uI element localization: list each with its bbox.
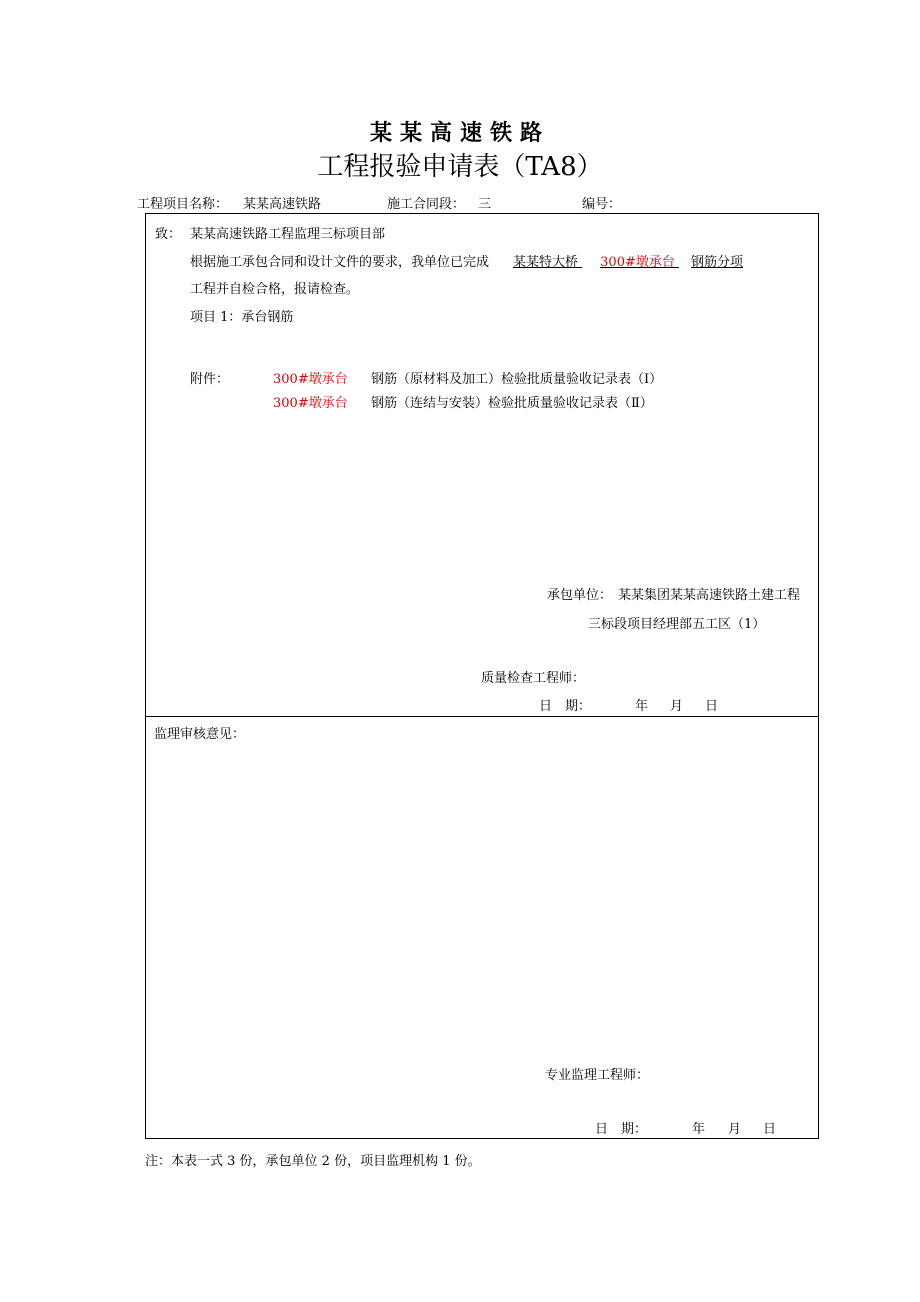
document-title-line2: 工程报验申请表（TA8） xyxy=(317,152,603,182)
application-body-line2: 工程并自检合格，报请检查。 xyxy=(190,282,360,297)
application-date-month: 月 xyxy=(670,699,684,714)
supervision-date-label: 日 期： xyxy=(595,1122,648,1137)
attachment-2-pier: 300#墩承台 xyxy=(273,396,348,411)
contract-section-label: 施工合同段： xyxy=(387,197,466,212)
project-item: 项目 1：承台钢筋 xyxy=(190,310,294,325)
qc-engineer-label: 质量检查工程师： xyxy=(481,671,586,686)
project-name-value: 某某高速铁路 xyxy=(243,197,322,212)
footer-note: 注：本表一式 3 份，承包单位 2 份，项目监理机构 1 份。 xyxy=(145,1154,481,1169)
supervision-date-day: 日 xyxy=(763,1122,777,1137)
recipient-label: 致： xyxy=(155,227,182,242)
attachment-1-text: 钢筋（原材料及加工）检验批质量验收记录表（Ⅰ） xyxy=(371,372,663,387)
pier-cap-name: 300#墩承台 xyxy=(600,255,675,270)
attachment-2-text: 钢筋（连结与安装）检验批质量验收记录表（Ⅱ） xyxy=(371,396,653,411)
application-date-label: 日 期： xyxy=(539,699,592,714)
application-body-prefix: 根据施工承包合同和设计文件的要求，我单位已完成 xyxy=(190,255,490,270)
contract-section-value: 三 xyxy=(478,197,492,212)
supervision-section xyxy=(145,715,819,1139)
work-item-name: 钢筋分项 xyxy=(691,255,744,270)
supervision-date-year: 年 xyxy=(692,1122,706,1137)
application-date-day: 日 xyxy=(705,699,719,714)
bridge-name: 某某特大桥 xyxy=(513,255,579,270)
recipient-value: 某某高速铁路工程监理三标项目部 xyxy=(190,227,386,242)
project-name-label: 工程项目名称： xyxy=(137,197,229,212)
attachment-1-pier: 300#墩承台 xyxy=(273,372,348,387)
contractor-value-line2: 三标段项目经理部五工区（1） xyxy=(588,617,766,632)
document-title-line1: 某某高速铁路 xyxy=(369,120,550,146)
contractor-value: 某某集团某某高速铁路土建工程 xyxy=(618,588,801,603)
supervising-engineer-label: 专业监理工程师： xyxy=(545,1068,650,1083)
supervision-date-month: 月 xyxy=(728,1122,742,1137)
serial-number-label: 编号： xyxy=(582,197,622,212)
contractor-label: 承包单位： xyxy=(547,588,613,603)
application-body-fill xyxy=(507,251,744,270)
application-section xyxy=(145,213,819,717)
supervision-opinion-label: 监理审核意见： xyxy=(154,727,246,742)
application-date-year: 年 xyxy=(635,699,649,714)
attachments-label: 附件： xyxy=(190,372,230,387)
